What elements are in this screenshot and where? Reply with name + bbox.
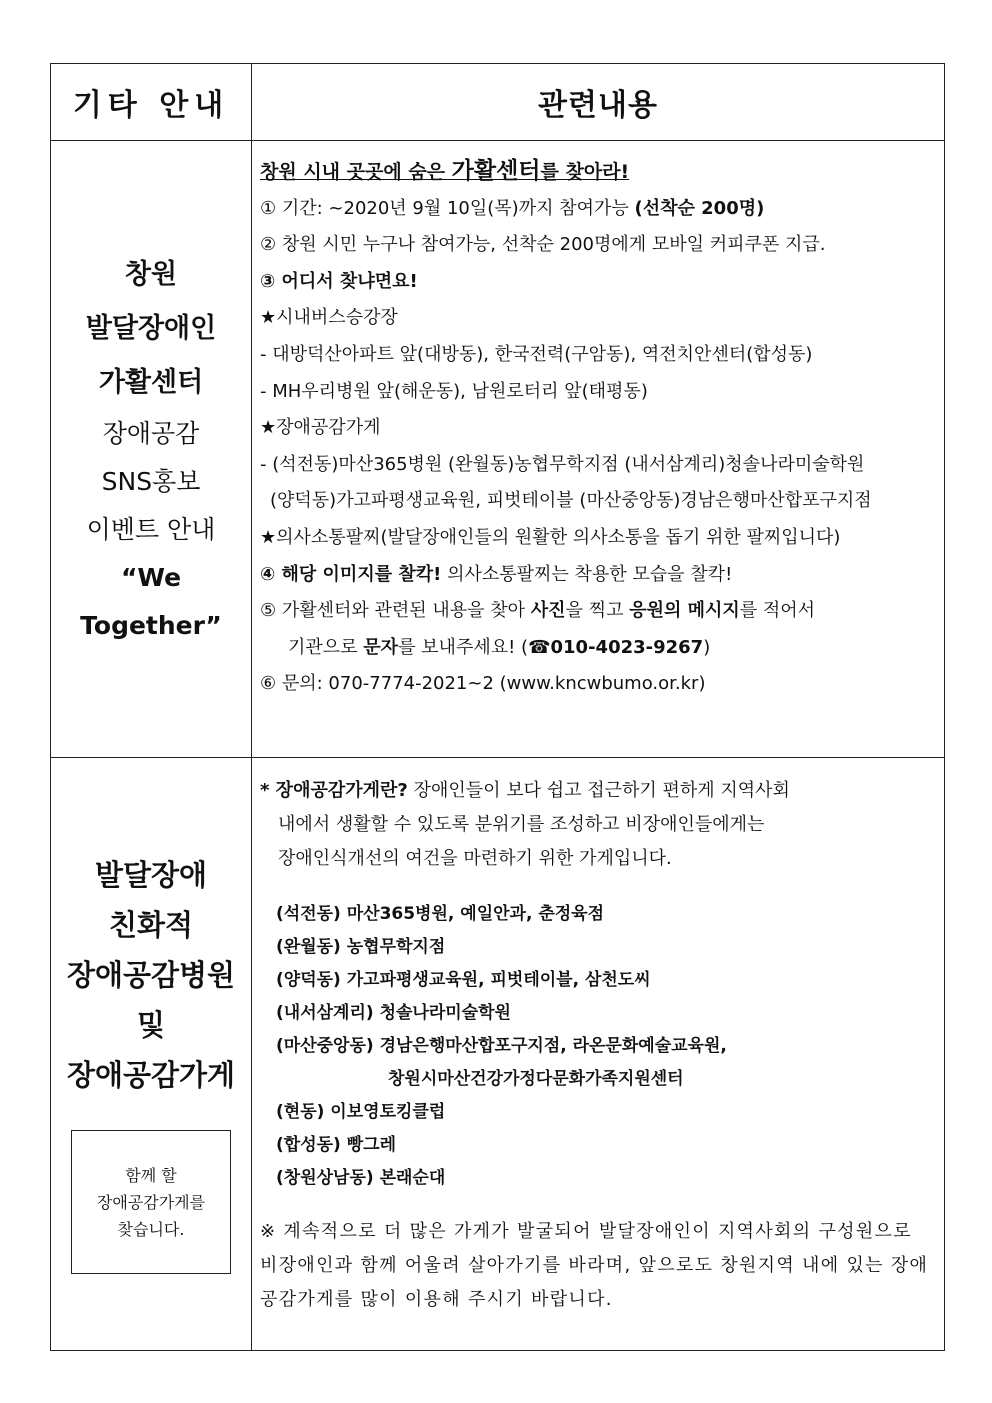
header-left-title: 기타 안내 <box>72 88 230 123</box>
list-item: 창원시마산건강가정다문화가족지원센터 <box>388 1069 684 1089</box>
header-right-title: 관련내용 <box>538 88 658 123</box>
event-title-line: 장애공감 <box>102 419 200 448</box>
step-5-text: 기관으로 <box>288 636 364 658</box>
event-title-line: SNS홍보 <box>101 467 201 496</box>
list-item: (완월동) 농협무학지점 <box>276 937 446 957</box>
event-title-line: 이벤트 안내 <box>86 515 216 544</box>
store-line: - (석전동)마산365병원 (완월동)농협무학지점 (내서삼계리)청솔나라미술학원 <box>260 453 865 475</box>
definition-text: 내에서 생활할 수 있도록 분위기를 조성하고 비장애인들에게는 <box>278 814 765 835</box>
event-step-5-cont <box>260 630 936 667</box>
bracelet-line: ★의사소통팔찌(발달장애인들의 원활한 의사소통을 돕기 위한 팔찌입니다) <box>260 526 841 548</box>
headline-pre: 창원 시내 곳곳에 숨은 <box>260 161 452 183</box>
definition-text: 장애인들이 보다 쉽고 접근하기 편하게 지역사회 <box>407 780 790 801</box>
event-step-5 <box>260 593 936 630</box>
header-right-cell <box>252 64 945 141</box>
headline-post: 를 찾아라! <box>540 161 630 183</box>
store-list <box>260 898 936 1195</box>
step-5-text: 를 적어서 <box>739 600 816 622</box>
event-step-4 <box>260 557 936 594</box>
list-item: (창원상남동) 본래순대 <box>276 1168 446 1188</box>
step-5-photo: 사진 <box>530 600 566 622</box>
stores-title-line: 친화적 <box>108 908 194 942</box>
stores-title-line: 및 <box>136 1008 165 1042</box>
definition-label: * 장애공감가게란? <box>260 780 408 801</box>
event-title-line: 가활센터 <box>98 367 204 398</box>
bus-stop-line: - MH우리병원 앞(해운동), 남원로터리 앞(태평동) <box>260 380 648 402</box>
event-where: ③ 어디서 찾냐면요! <box>260 270 418 292</box>
step-5-text: ⑤ 가활센터와 관련된 내용을 찾아 <box>260 600 531 622</box>
closing-note: ※ 계속적으로 더 많은 가게가 발굴되어 발달장애인이 지역사회의 구성원으로 비장애인과 함께 어울려 살아가기를 바라며, 앞으로도 창원지역 내에 있는 장애공감가게를 많이 이용해 주시기 바랍니다. <box>260 1221 929 1310</box>
recruit-box <box>71 1130 231 1274</box>
recruit-line: 함께 할 <box>125 1165 177 1185</box>
event-period <box>260 191 936 228</box>
event-title-line: 발달장애인 <box>85 313 217 344</box>
stores-title-cell <box>51 758 252 1351</box>
event-content-cell <box>252 141 945 758</box>
header-left-cell <box>51 64 252 141</box>
info-table <box>50 63 945 1351</box>
step-5-text: 을 찍고 <box>565 600 630 622</box>
stores-content-cell <box>252 758 945 1351</box>
bus-stop-line: - 대방덕산아파트 앞(대방동), 한국전력(구암동), 역전치안센터(합성동) <box>260 343 813 365</box>
list-item: (내서삼계리) 청솔나라미술학원 <box>276 1003 511 1023</box>
period-text: ① 기간: ~2020년 9월 10일(목)까지 참여가능 <box>260 197 635 219</box>
store-line: (양덕동)가고파평생교육원, 피벗테이블 (마산중앙동)경남은행마산합포구지점 <box>270 490 872 512</box>
list-item: (합성동) 빵그레 <box>276 1135 396 1155</box>
stores-title-line: 장애공감병원 <box>66 958 236 992</box>
step-5-text: ) <box>703 636 711 658</box>
step-5-message: 응원의 메시지 <box>629 600 740 622</box>
period-limit: (선착순 200명) <box>634 197 765 219</box>
step-5-sms: 문자 <box>363 636 399 658</box>
step-5-text: 를 보내주세요! ( <box>398 636 529 658</box>
definition-text: 장애인식개선의 여건을 마련하기 위한 가게입니다. <box>278 848 672 869</box>
stores-title-line: 발달장애 <box>94 858 208 892</box>
list-item: (양덕동) 가고파평생교육원, 피벗테이블, 삼천도씨 <box>276 970 651 990</box>
stores-title <box>51 758 251 1100</box>
store-heading: ★장애공감가게 <box>260 417 381 439</box>
recruit-line: 찾습니다. <box>117 1219 185 1239</box>
list-item: (석전동) 마산365병원, 예일안과, 춘정육점 <box>276 904 605 924</box>
headline-emphasis: 가활센터 <box>451 158 541 184</box>
event-title-line: 창원 <box>124 259 178 290</box>
list-item: (마산중앙동) 경남은행마산합포구지점, 라온문화예술교육원, <box>276 1036 727 1056</box>
step-4-text: 의사소통팔찌는 착용한 모습을 찰칵! <box>441 563 733 585</box>
event-inquiry: ⑥ 문의: 070-7774-2021~2 (www.kncwbumo.or.kr) <box>260 673 706 695</box>
event-eligibility: ② 창원 시민 누구나 참여가능, 선착순 200명에게 모바일 커피쿠폰 지급. <box>260 234 826 256</box>
phone-number: ☎010-4023-9267 <box>528 636 704 658</box>
bus-stop-heading: ★시내버스승강장 <box>260 307 398 329</box>
recruit-line: 장애공감가게를 <box>96 1192 206 1212</box>
event-headline <box>260 153 936 191</box>
list-item: (현동) 이보영토킹클럽 <box>276 1102 446 1122</box>
step-4-bold: ④ 해당 이미지를 찰칵! <box>260 563 442 585</box>
stores-title-line: 장애공감가게 <box>66 1058 236 1092</box>
event-title-cell <box>51 141 252 758</box>
event-title-line: “We <box>120 563 182 592</box>
store-definition <box>260 774 936 808</box>
event-title-line: Together” <box>80 611 222 640</box>
